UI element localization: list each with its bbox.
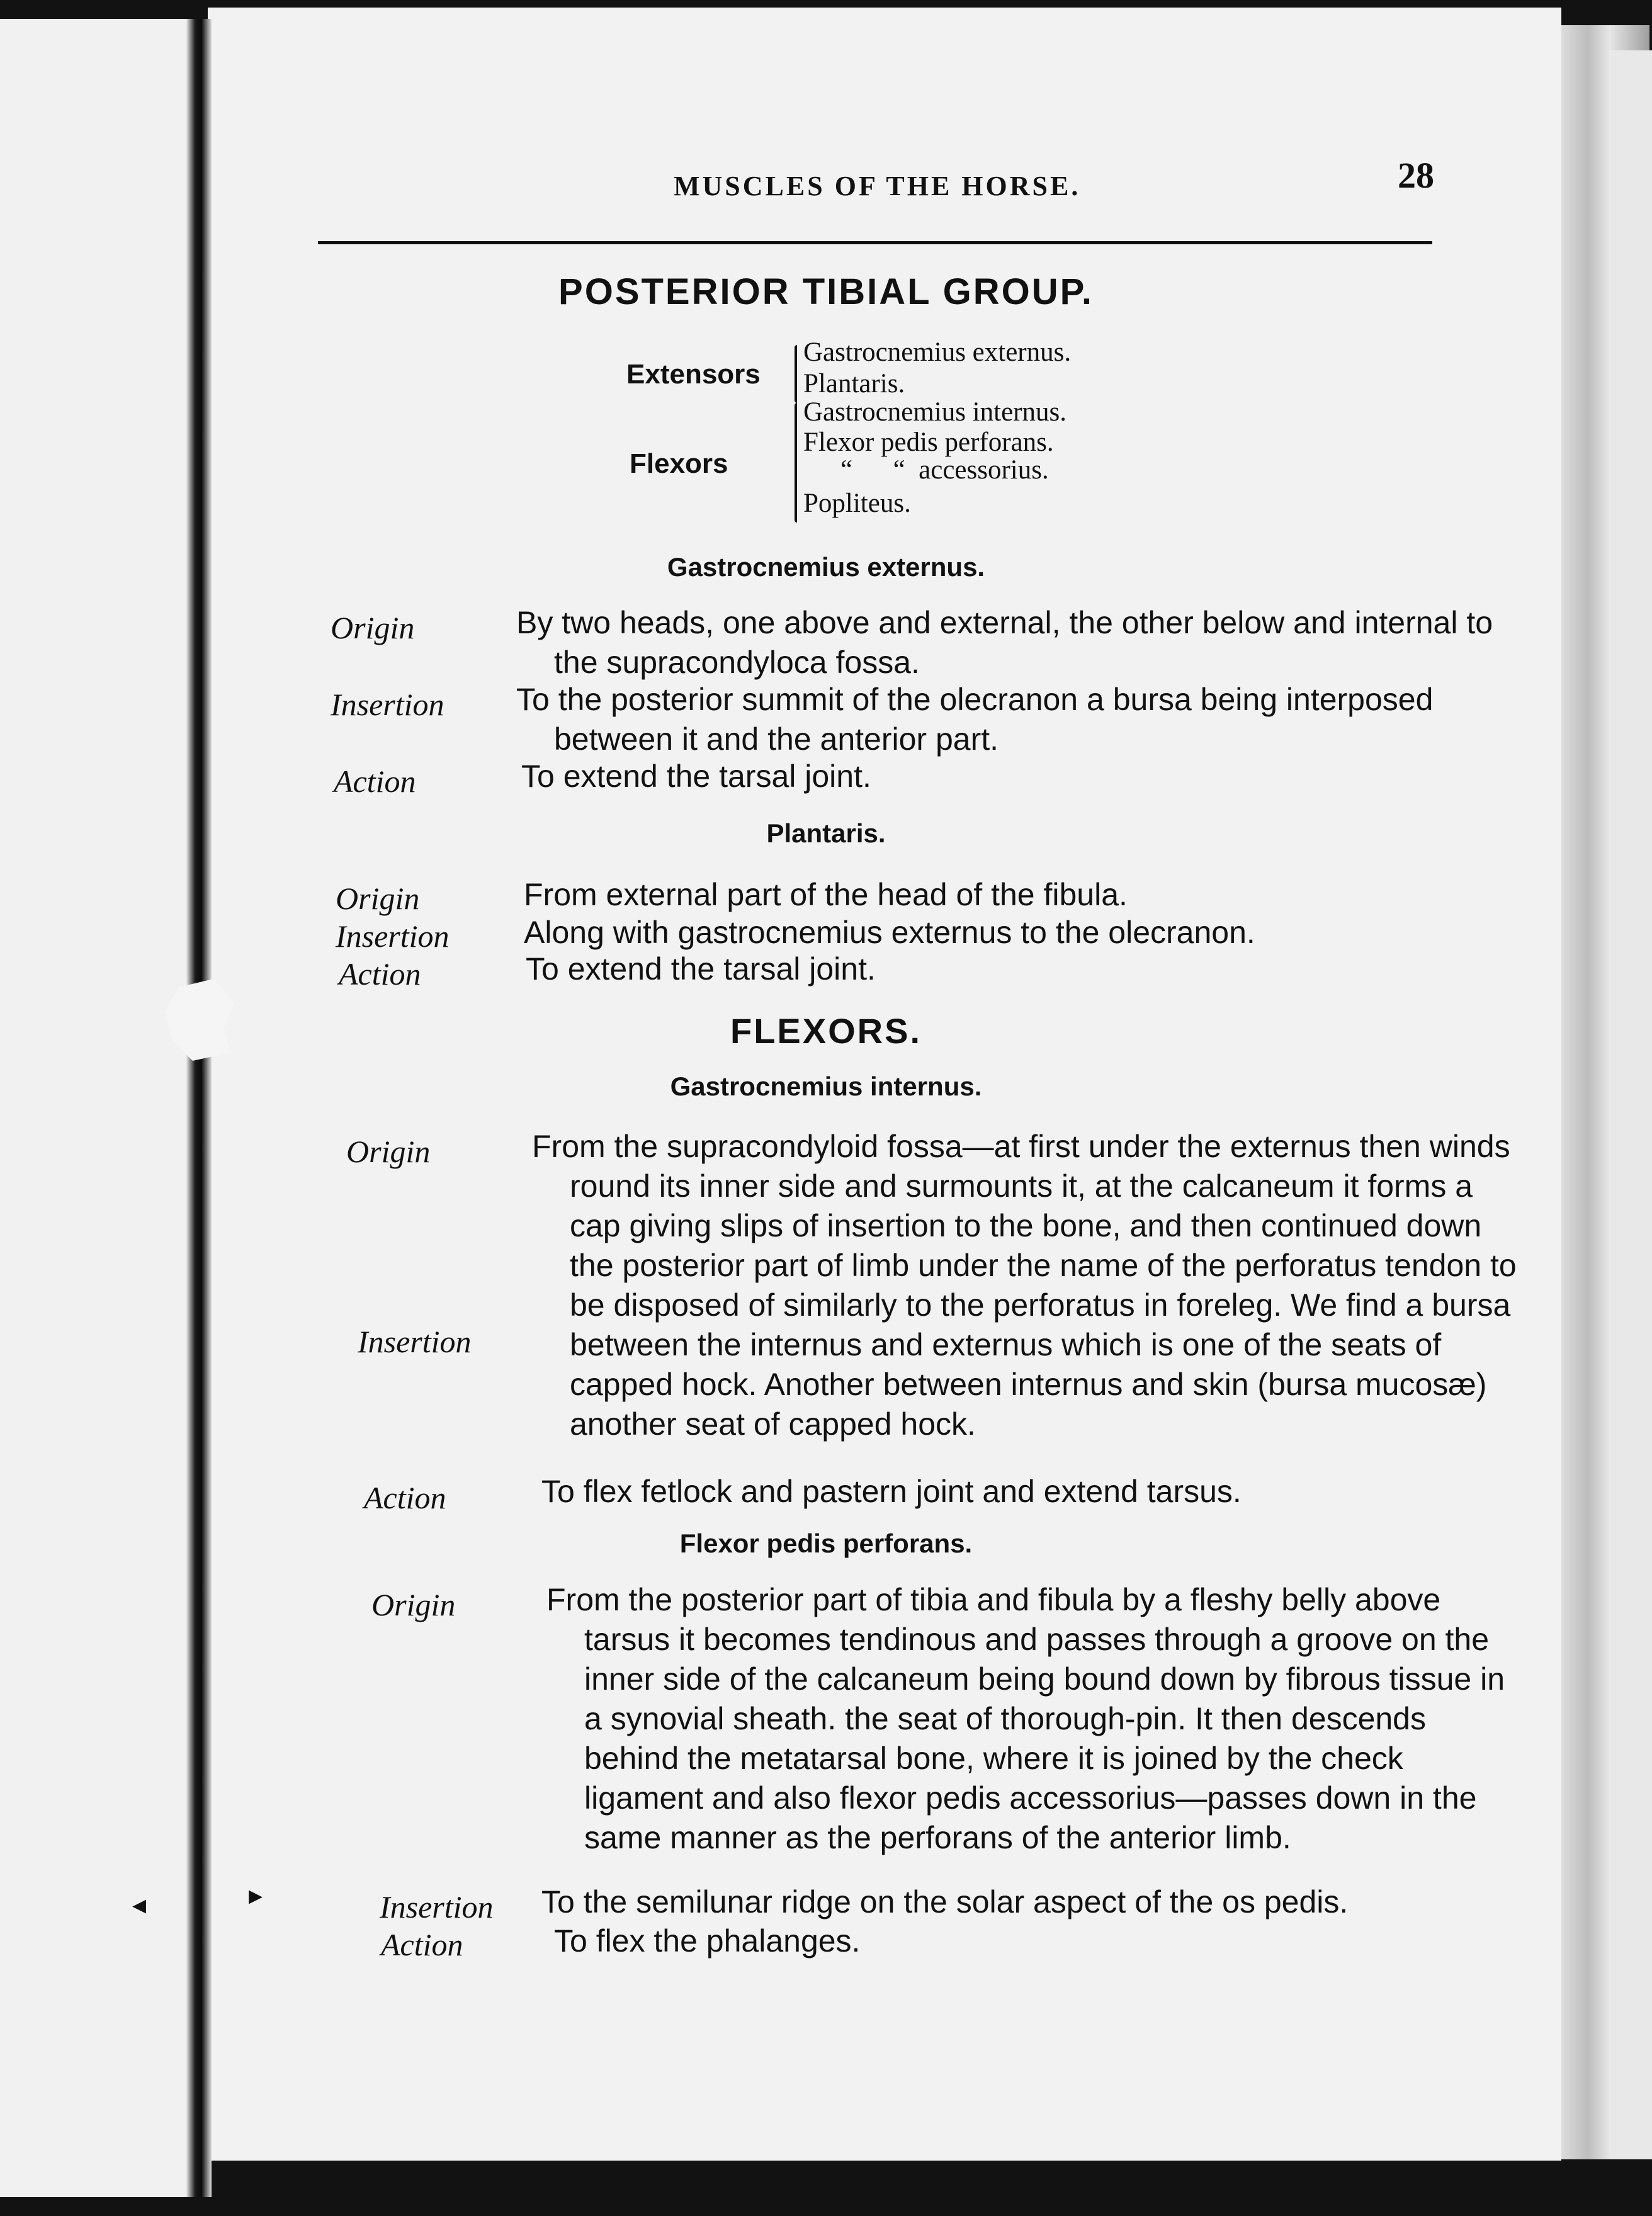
origin-text: By two heads, one above and external, the other below and internal to the supracondyloca fossa. bbox=[516, 605, 1493, 680]
section-heading: Plantaris. bbox=[766, 818, 886, 848]
extensors-brace bbox=[795, 345, 797, 403]
origin-text: From the posterior part of tibia and fibula by a fleshy belly above tarsus it becomes tendinous and passes through a groove on the inner side of the calcaneum being bound down by fibrous tissue in a synovial sheath. the seat of thorough-pin. It then descends behind the metatarsal bone, where it is joined by the check ligament and also flexor pedis accessorius—passes down in the same manner as the perforans of the anterior limb. bbox=[546, 1582, 1505, 1855]
section-heading: Gastrocnemius externus. bbox=[667, 552, 985, 582]
flexors-item: Flexor pedis perforans. bbox=[803, 427, 1054, 457]
book-spine bbox=[186, 19, 212, 2197]
left-page bbox=[0, 19, 196, 2197]
margin-mark-left: ◂ bbox=[132, 1889, 147, 1921]
margin-mark-right: ▸ bbox=[249, 1879, 263, 1911]
insertion-text: To the posterior summit of the olecranon a bursa being interposed between it and the anterior part. bbox=[516, 682, 1434, 757]
action-text: To extend the tarsal joint. bbox=[526, 951, 876, 986]
action-text: To flex fetlock and pastern joint and extend tarsus. bbox=[541, 1474, 1242, 1509]
action-label: Action bbox=[381, 1927, 463, 1962]
extensors-item: Plantaris. bbox=[803, 369, 905, 399]
flexors-item: Gastrocnemius internus. bbox=[803, 397, 1066, 427]
action-text: To extend the tarsal joint. bbox=[521, 759, 871, 794]
insertion-label: Insertion bbox=[380, 1889, 494, 1925]
action-label: Action bbox=[364, 1480, 446, 1515]
flexors-item: Popliteus. bbox=[803, 489, 911, 518]
insertion-text: To the semilunar ridge on the solar aspect of the os pedis. bbox=[541, 1884, 1349, 1919]
action-label: Action bbox=[334, 764, 416, 799]
page-edges-outer bbox=[1609, 50, 1652, 2159]
flexors-heading: FLEXORS. bbox=[730, 1011, 922, 1051]
insertion-label: Insertion bbox=[336, 919, 450, 954]
origin-label: Origin bbox=[346, 1134, 431, 1169]
origin-insertion-text: From the supracondyloid fossa—at first under the externus then winds round its inner side and surmounts it, at the calcaneum it forms a cap giving slips of insertion to the bone, and then continued down the posterior part of limb under the name of the perforatus tendon to be disposed of similarly to the perforatus in foreleg. We find a bursa between the internus and externus which is one of the seats of capped hock. Another between internus and skin (bursa mucosæ) another seat of capped hock. bbox=[532, 1129, 1517, 1442]
origin-label: Origin bbox=[331, 610, 415, 645]
running-head: MUSCLES OF THE HORSE. bbox=[674, 171, 1081, 201]
action-label: Action bbox=[339, 956, 421, 992]
section-heading: Flexor pedis perforans. bbox=[679, 1529, 973, 1558]
action-text: To flex the phalanges. bbox=[554, 1923, 861, 1959]
origin-label: Origin bbox=[336, 881, 420, 916]
page-number: 28 bbox=[1398, 155, 1434, 196]
flexors-label: Flexors bbox=[630, 448, 728, 479]
flexors-item: “ “ accessorius. bbox=[840, 455, 1049, 485]
origin-label: Origin bbox=[371, 1587, 456, 1622]
header-rule bbox=[318, 241, 1432, 244]
insertion-text: Along with gastrocnemius externus to the olecranon. bbox=[524, 915, 1255, 950]
section-heading: Gastrocnemius internus. bbox=[670, 1071, 982, 1101]
flexors-brace bbox=[795, 403, 797, 523]
extensors-item: Gastrocnemius externus. bbox=[803, 337, 1072, 367]
page-title: POSTERIOR TIBIAL GROUP. bbox=[558, 271, 1094, 312]
origin-text: From external part of the head of the fibula. bbox=[524, 877, 1128, 912]
insertion-label: Insertion bbox=[358, 1324, 472, 1359]
extensors-label: Extensors bbox=[626, 359, 761, 390]
insertion-label: Insertion bbox=[331, 687, 444, 722]
